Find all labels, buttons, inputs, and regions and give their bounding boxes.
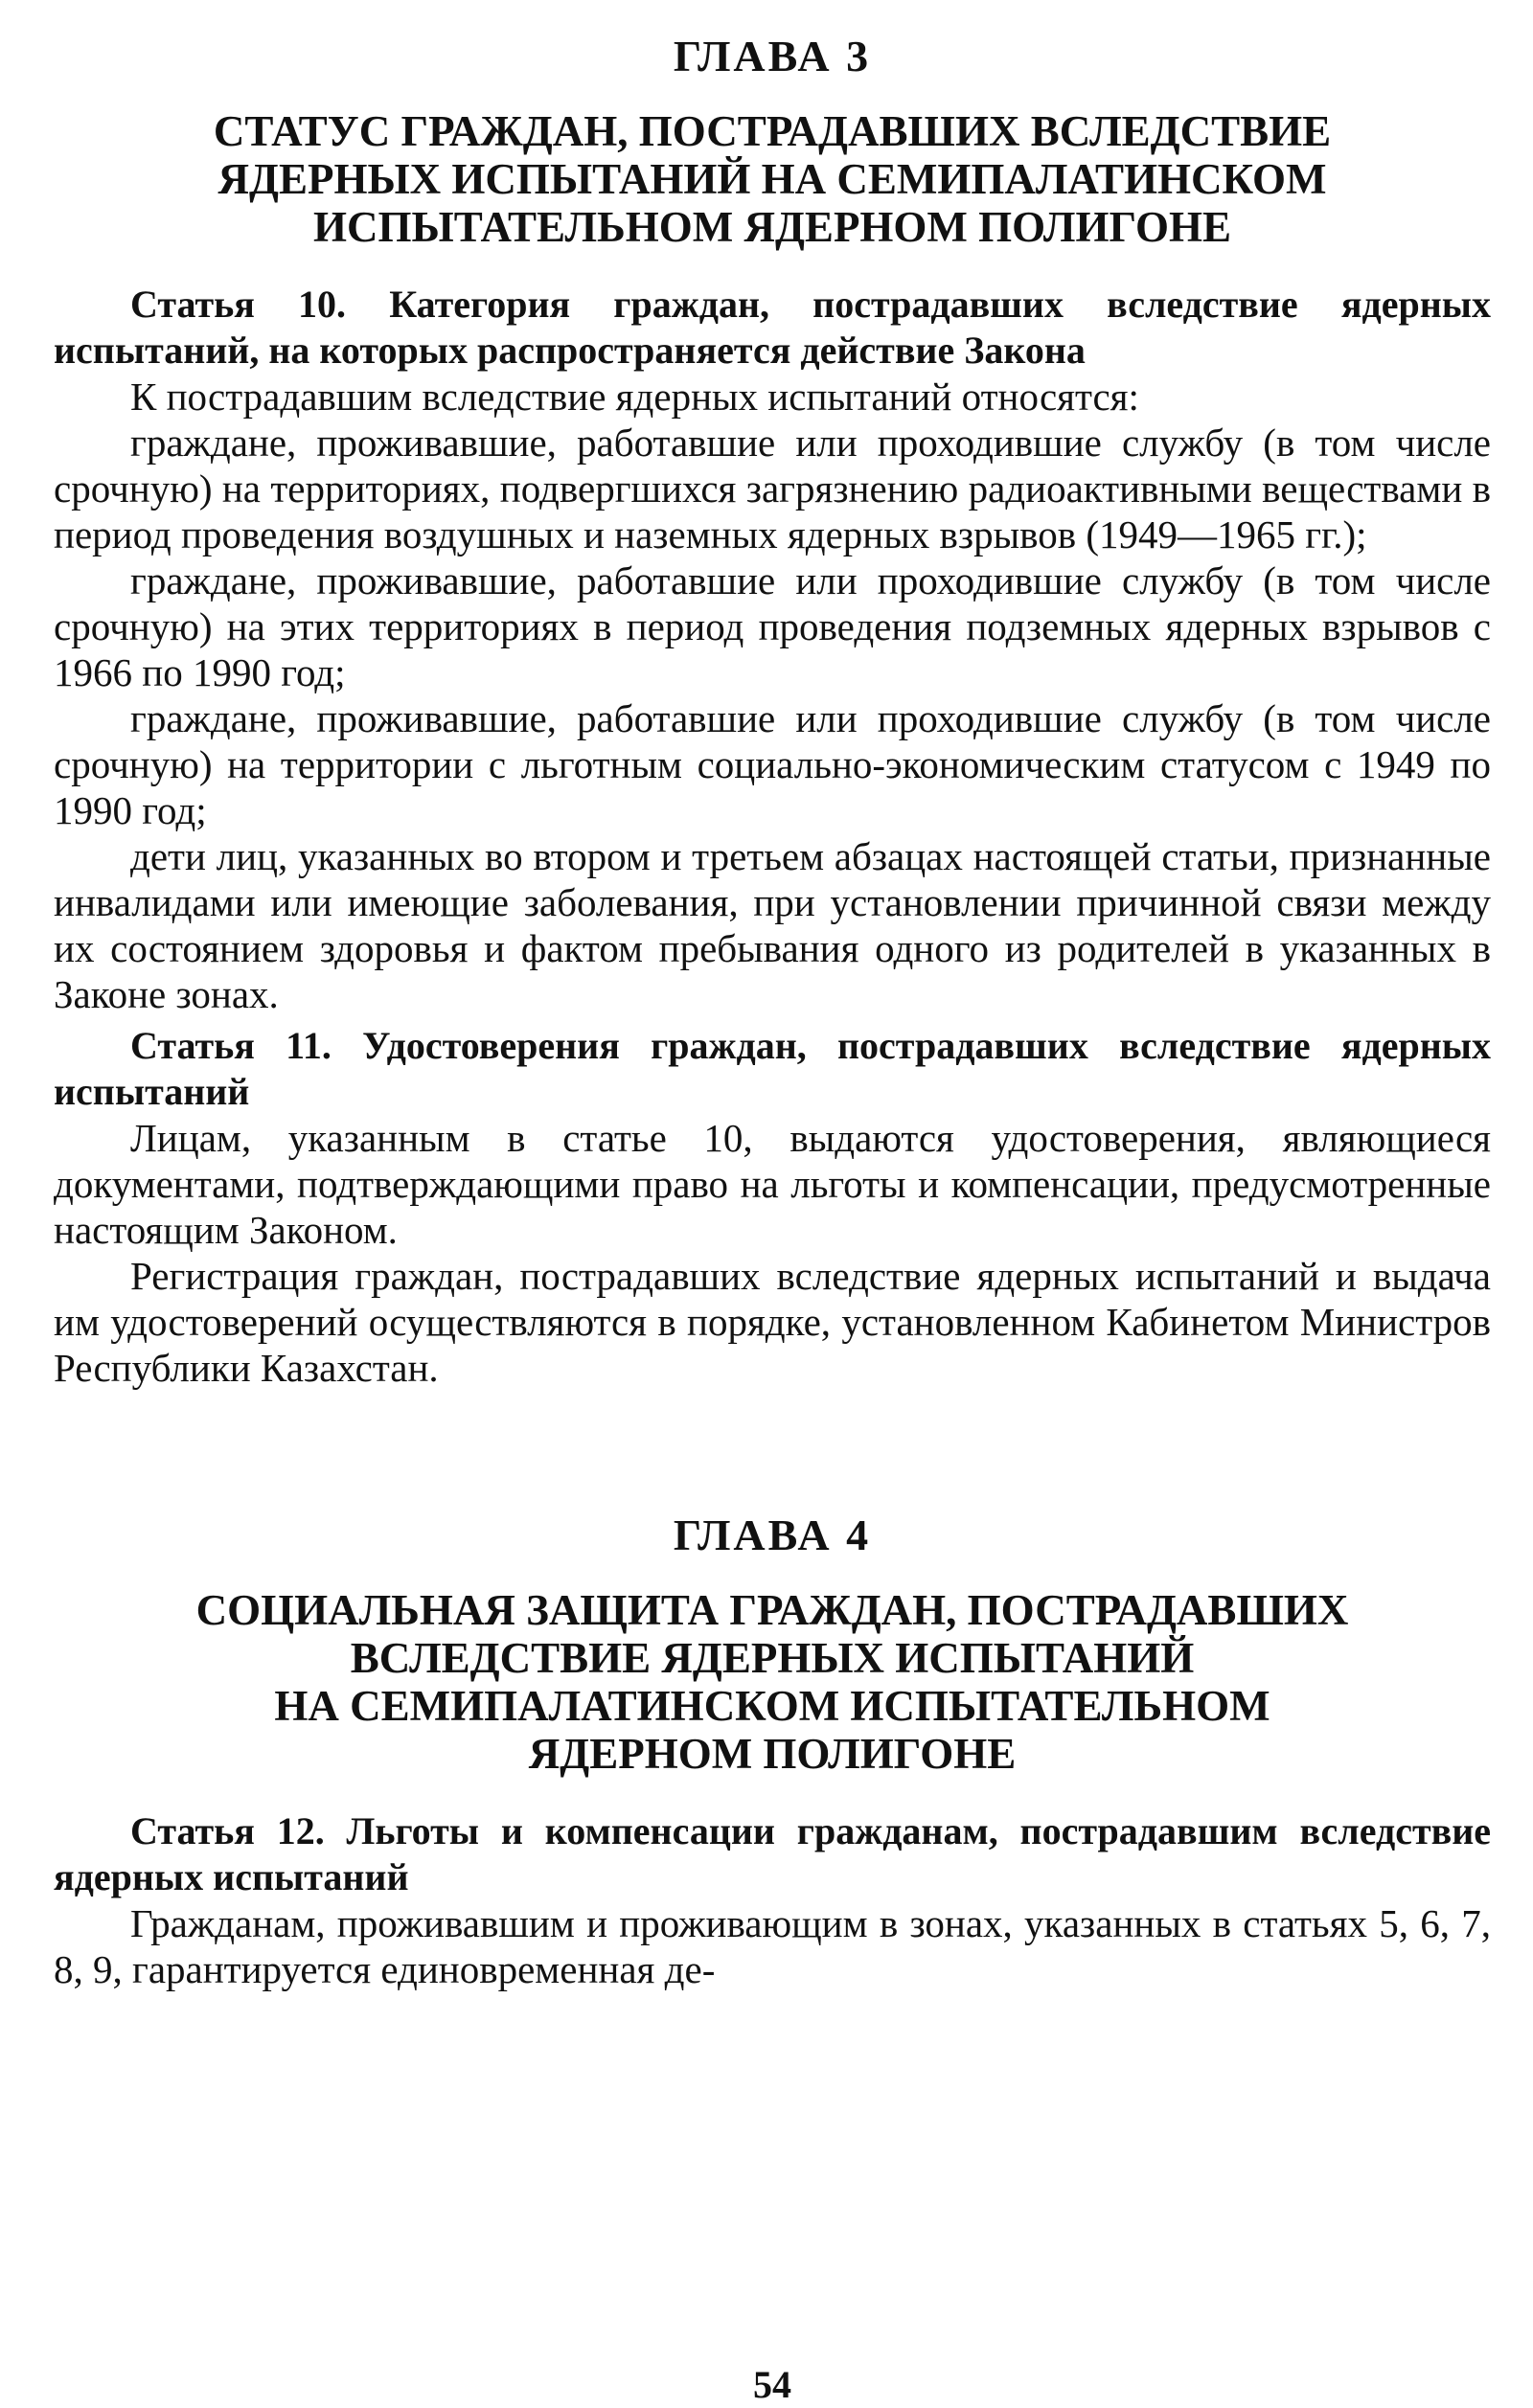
chapter-3-title-line: ИСПЫТАТЕЛЬНОМ ЯДЕРНОМ ПОЛИГОНЕ: [313, 203, 1231, 251]
article-12: [54, 1808, 1491, 1992]
chapter-4-title-line: ВСЛЕДСТВИЕ ЯДЕРНЫХ ИСПЫТАНИЙ: [350, 1634, 1195, 1682]
article-10-paragraph: граждане, проживавшие, работавшие или проходившие службу (в том числе срочную) на территориях, подвергшихся загрязнению радиоактивными веществами в период проведения воздушных и наземных ядерных взрывов (1949—1965 гг.);: [54, 420, 1491, 557]
chapter-4-title-line: НА СЕМИПАЛАТИНСКОМ ИСПЫТАТЕЛЬНОМ: [274, 1682, 1270, 1730]
chapter-4-title-line: ЯДЕРНОМ ПОЛИГОНЕ: [528, 1730, 1017, 1778]
article-11-paragraph: Регистрация граждан, пострадавших вследствие ядерных испытаний и выдача им удостоверений осуществляются в порядке, установленном Кабинетом Министров Республики Казахстан.: [54, 1254, 1491, 1390]
article-10-paragraph: К пострадавшим вследствие ядерных испытаний относятся:: [130, 375, 1139, 419]
chapter-3-title: [54, 107, 1491, 251]
chapter-3-title-line: ЯДЕРНЫХ ИСПЫТАНИЙ НА СЕМИПАЛАТИНСКОМ: [217, 155, 1327, 203]
chapter-3-label: ГЛАВА 3: [673, 32, 872, 80]
article-10-paragraph: граждане, проживавшие, работавшие или проходившие службу (в том числе срочную) на территории с льготным социально-экономическим статусом с 1949 по 1990 год;: [54, 696, 1491, 832]
article-12-paragraph: Гражданам, проживавшим и проживающим в зонах, указанных в статьях 5, 6, 7, 8, 9, гарантируется единовременная де-: [54, 1901, 1491, 1991]
article-11-paragraph: Лицам, указанным в статье 10, выдаются удостоверения, являющиеся документами, подтверждающими право на льготы и компенсации, предусмотренные настоящим Законом.: [54, 1116, 1491, 1252]
article-12-heading: Статья 12. Льготы и компенсации гражданам, пострадавшим вследствие ядерных испытаний: [54, 1809, 1491, 1898]
chapter-3: [54, 27, 1491, 1391]
article-10: [54, 282, 1491, 1017]
chapter-4-title-line: СОЦИАЛЬНАЯ ЗАЩИТА ГРАЖДАН, ПОСТРАДАВШИХ: [195, 1586, 1349, 1634]
chapter-4-title: [54, 1586, 1491, 1778]
document-page: [54, 27, 1491, 2406]
page-number: 54: [753, 2363, 791, 2406]
article-11: [54, 1023, 1491, 1391]
chapter-4-label: ГЛАВА 4: [673, 1511, 872, 1559]
article-10-paragraph: граждане, проживавшие, работавшие или проходившие службу (в том числе срочную) на этих территориях в период проведения подземных ядерных взрывов с 1966 по 1990 год;: [54, 558, 1491, 694]
article-10-heading: Статья 10. Категория граждан, пострадавших вследствие ядерных испытаний, на которых распространяется действие Закона: [54, 283, 1491, 372]
article-10-paragraph: дети лиц, указанных во втором и третьем абзацах настоящей статьи, признанные инвалидами или имеющие заболевания, при установлении причинной связи между их состоянием здоровья и фактом пребывания одного из родителей в указанных в Законе зонах.: [54, 834, 1491, 1016]
chapter-3-title-line: СТАТУС ГРАЖДАН, ПОСТРАДАВШИХ ВСЛЕДСТВИЕ: [213, 107, 1332, 155]
article-11-heading: Статья 11. Удостоверения граждан, пострадавших вследствие ядерных испытаний: [54, 1024, 1491, 1113]
chapter-4: [54, 1506, 1491, 1992]
